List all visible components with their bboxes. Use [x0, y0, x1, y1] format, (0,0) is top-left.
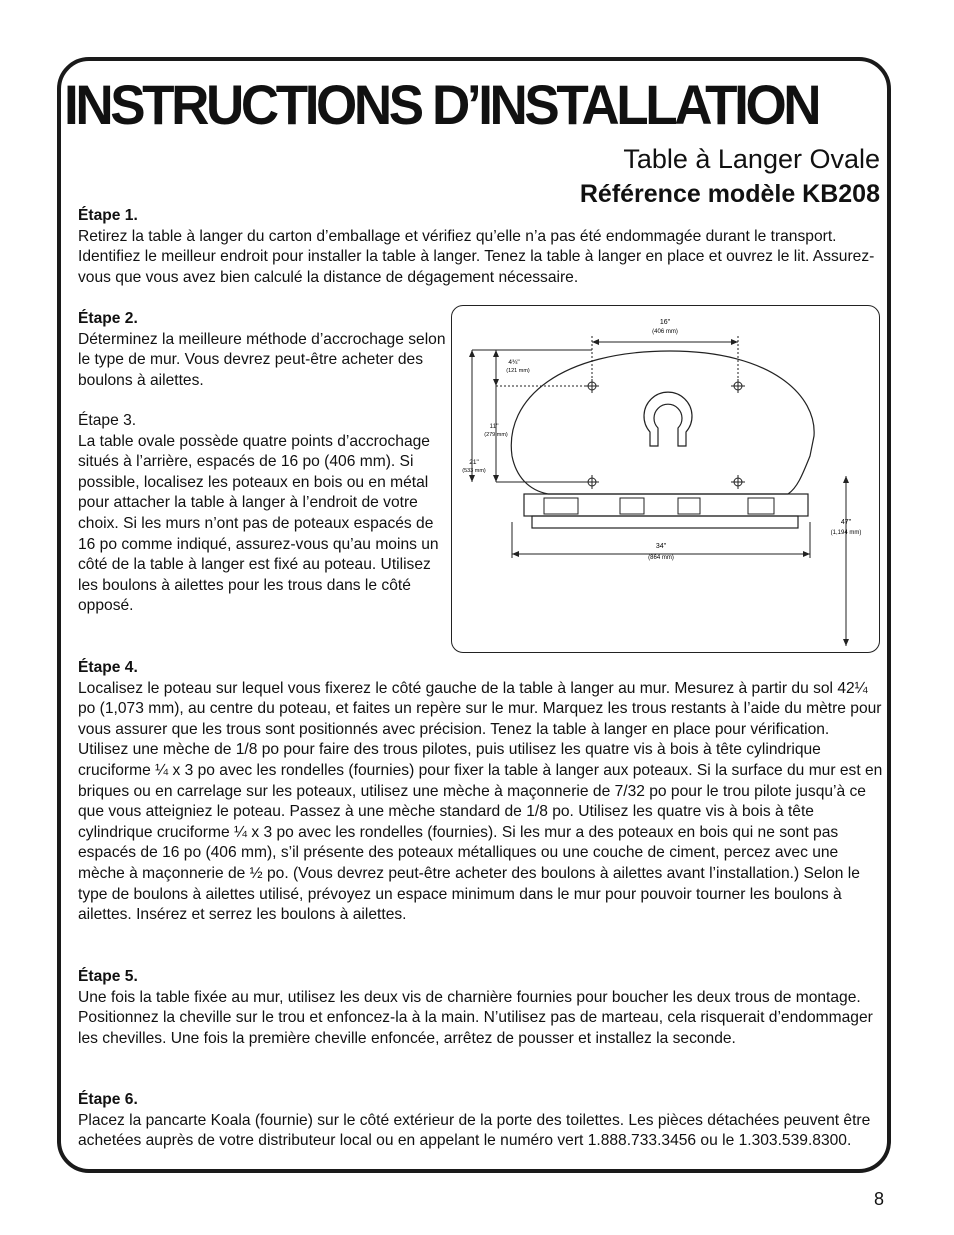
dim-34-mm-label: (864 mm) — [648, 555, 674, 561]
dim-475-mm-label: (121 mm) — [506, 368, 530, 374]
step-6-text: Placez la pancarte Koala (fournie) sur le côté extérieur de la porte des toilettes. Les pièces détachées peuvent être achetées auprès de votre distributeur local ou en appelant le numéro vert 1.888.733.3456 ou le 1.303.539.8300. — [78, 1111, 871, 1150]
step-4-text: Localisez le poteau sur lequel vous fixerez le côté gauche de la table à langer au mur. Mesurez à partir du sol 42¼ po (1,073 mm), au centre du poteau, et faites un repère sur le mur. Marquez les trous restants à l’aide du mètre pour vous assurer que les trous sont positionnés avec précision. Tenez la table à langer en place pour vérification. Utilisez une mèche de 1/8 po pour faire des trous pilotes, puis utilisez les quatre vis à bois à tête cylindrique cruciforme ¼ x 3 po avec les rondelles (fournies) pour fixer la table à langer aux poteaux. Si la surface du mur est en briques ou en carrelage sur les poteaux, utilisez une mèche à maçonnerie de 7/32 po pour le trou pilote jusqu’à ce que vous atteigniez le poteau. Passez à une mèche standard de 1/8 po. Utilisez les quatre vis à bois à tête cylindrique cruciforme ¼ x 3 po avec les rondelles (fournies). Si les mur a des poteaux en bois qui ne sont pas espacés de 16 po (406 mm), s’il présente des poteaux métalliques ou une couche de ciment, percez avec une mèche à maçonnerie de ½ po. (Vous devrez peut-être acheter des boulons à ailettes avant l’installation.) Selon le type de boulons à ailettes utilisé, prévoyez un espace minimum dans le mur pour pouvoir tourner les boulons à ailettes. Insérez et serrez les boulons à ailettes. — [78, 679, 883, 924]
keyhole-opening — [644, 392, 692, 446]
model-reference: Référence modèle KB208 — [579, 180, 880, 208]
step-4 — [78, 658, 883, 926]
dim-47-label: 47" — [840, 519, 852, 526]
base-rail-bottom — [532, 516, 798, 528]
step-5-text: Une fois la table fixée au mur, utilisez les deux vis de charnière fournies pour boucher les deux trous de montage. Positionnez la cheville sur le trou et enfoncez-la à la main. N’utilisez pas de marteau, cela risquerait d’endommager les chevilles. Une fois la première cheville enfoncée, arrêtez de pousser et installez la seconde. — [78, 988, 873, 1047]
mounting-diagram-drawing — [452, 306, 881, 654]
step-1-text: Retirez la table à langer du carton d’emballage et vérifiez qu’elle n’a pas été endommagée durant le transport. Identifiez le meilleur endroit pour installer la table à langer. Tenez la table à langer en place et ouvrez le lit. Assurez-vous que vous avez bien calculé la distance de dégagement nécessaire. — [78, 227, 875, 286]
mounting-diagram — [451, 305, 880, 653]
step-2-text: Déterminez la meilleure méthode d’accrochage selon le type de mur. Vous devrez peut-être acheter des boulons à ailettes. — [78, 330, 446, 389]
step-6-label: Étape 6. — [78, 1091, 138, 1108]
step-4-label: Étape 4. — [78, 659, 138, 676]
step-3 — [78, 411, 446, 617]
step-1-label: Étape 1. — [78, 207, 138, 224]
mounting-hole-icons — [585, 379, 745, 489]
page-number: 8 — [873, 1189, 884, 1209]
step-3-label: Étape 3. — [78, 412, 137, 429]
dim-47-mm-label: (1,194 mm) — [830, 530, 862, 536]
step-3-text: La table ovale possède quatre points d’accrochage situés à l’arrière, espacés de 16 po (406 mm). Si possible, localisez les poteaux en bois ou en métal pour attacher la table à langer à l’endroit de votre choix. Si les murs n’ont pas de poteaux espacés de 16 po comme indiqué, assurez-vous qu’au moins un côté de la table à langer est fixé au poteau. Utilisez les boulons à ailettes pour les trous dans le côté opposé. — [78, 432, 439, 615]
step-6 — [78, 1090, 883, 1152]
dim-11-mm-label: (279 mm) — [484, 432, 508, 438]
dim-21-label: 21" — [469, 459, 479, 466]
dim-16-label: 16" — [659, 319, 671, 326]
page-title: INSTRUCTIONS D’INSTALLATION — [64, 74, 819, 137]
dim-21-mm-label: (533 mm) — [462, 468, 486, 474]
step-2-label: Étape 2. — [78, 310, 138, 327]
step-1 — [78, 206, 878, 288]
dim-475-label: 4¾" — [508, 359, 520, 366]
dim-11-label: 11" — [489, 423, 499, 430]
step-5 — [78, 967, 883, 1049]
step-2 — [78, 309, 448, 391]
dim-16-mm-label: (406 mm) — [652, 329, 678, 335]
table-outline — [511, 351, 814, 494]
base-rail-top — [524, 494, 808, 516]
dim-34-label: 34" — [655, 543, 667, 550]
step-5-label: Étape 5. — [78, 968, 138, 985]
product-name: Table à Langer Ovale — [623, 144, 880, 174]
